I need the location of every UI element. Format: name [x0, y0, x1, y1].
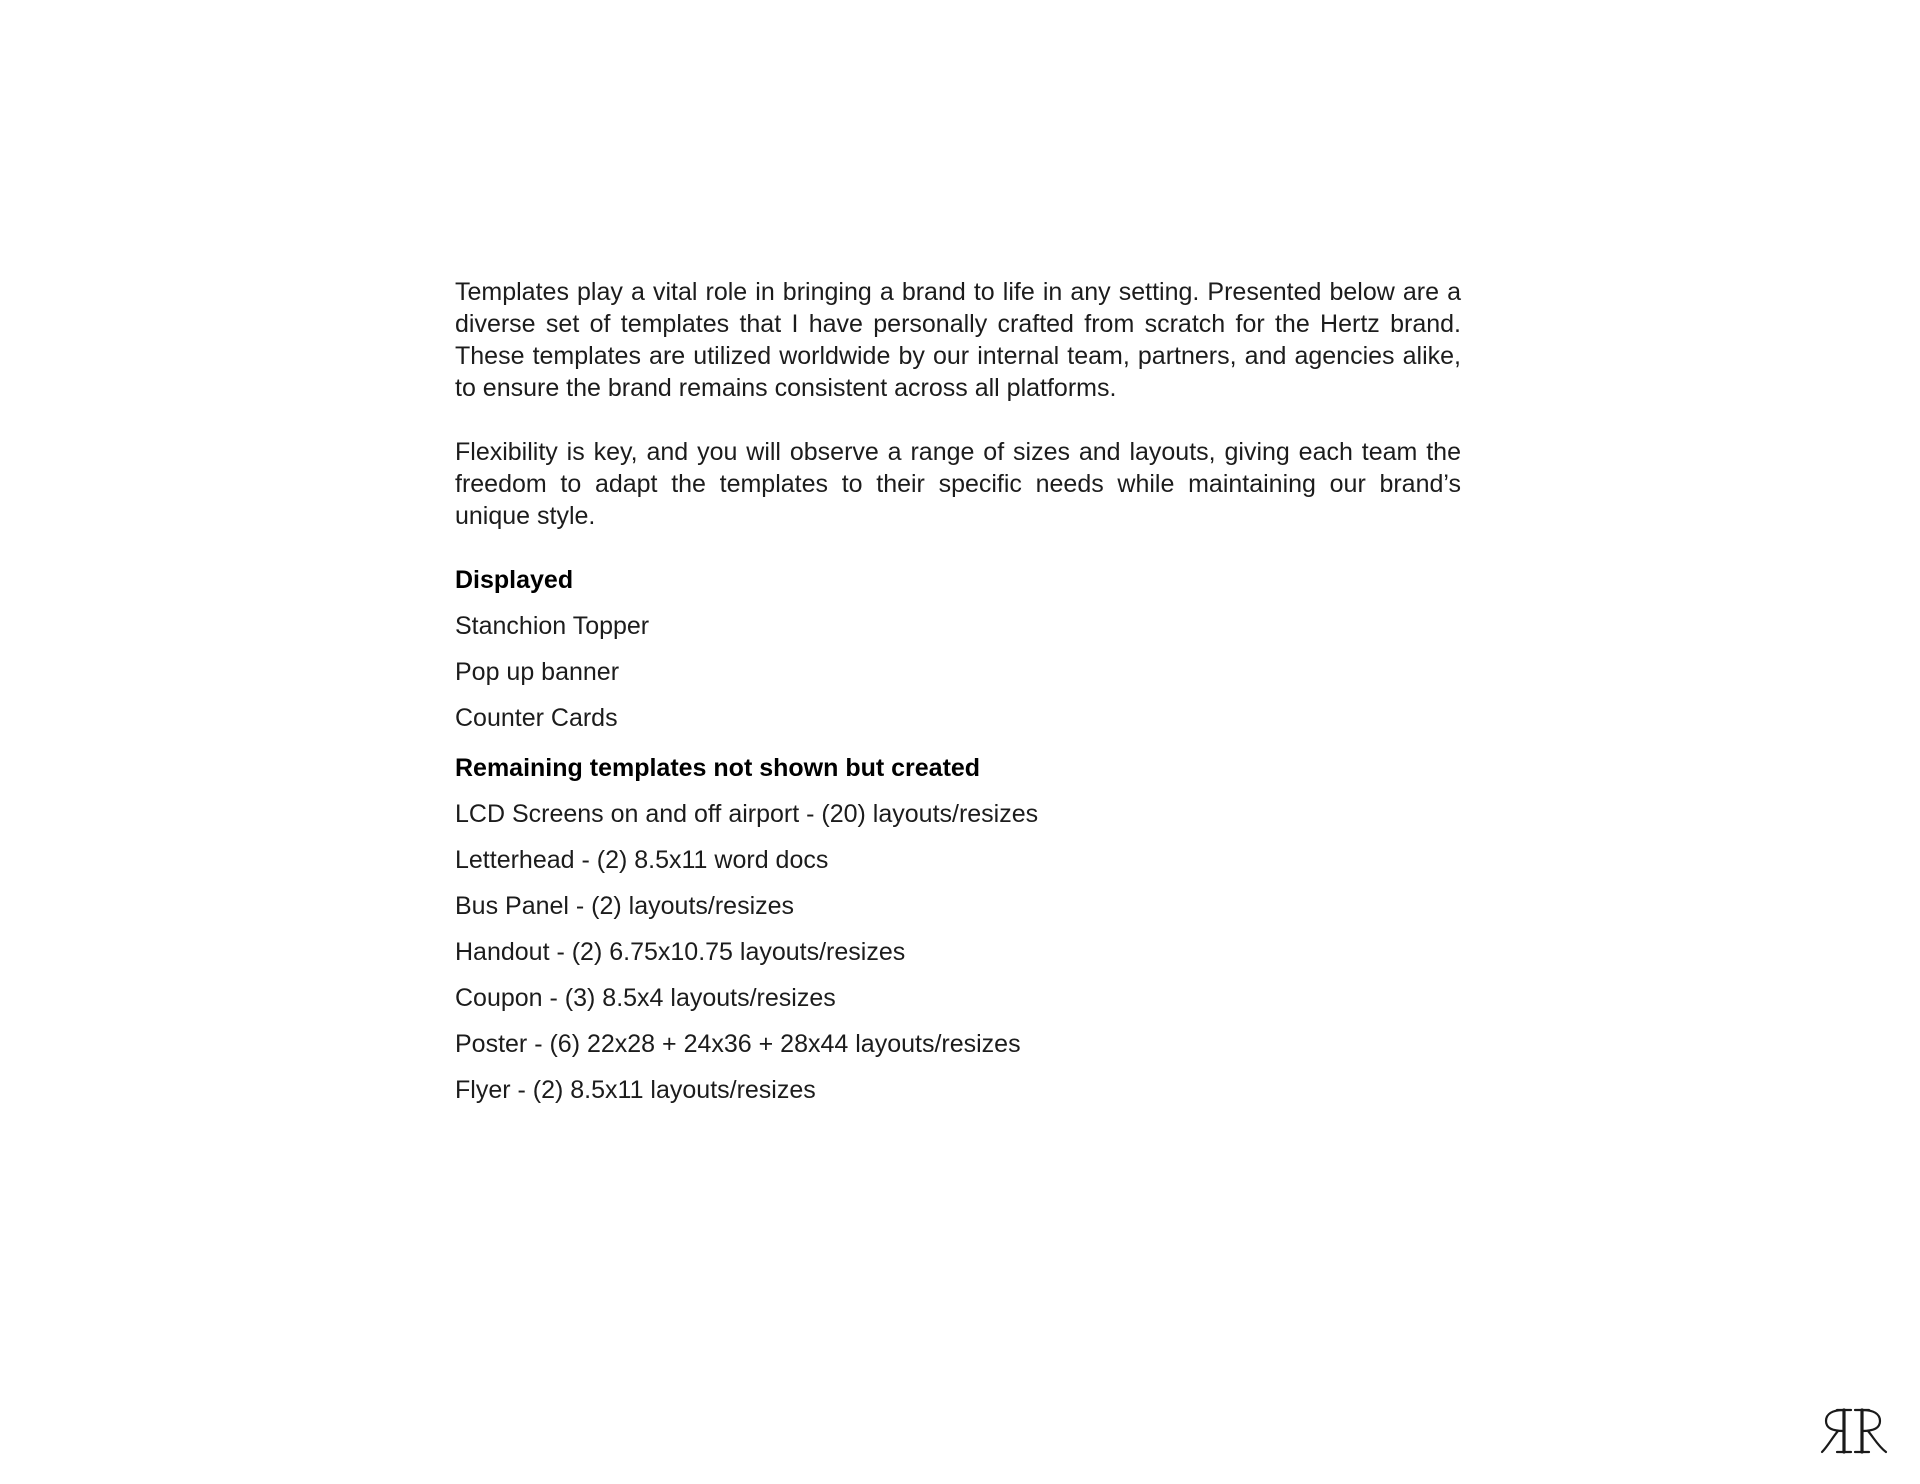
list-item-poster: Poster - (6) 22x28 + 24x36 + 28x44 layouts/resizes [455, 1030, 1021, 1058]
list-item-letterhead: Letterhead - (2) 8.5x11 word docs [455, 846, 829, 874]
list-item-stanchion-topper: Stanchion Topper [455, 612, 650, 640]
displayed-list [455, 610, 1461, 734]
list-item-counter-cards: Counter Cards [455, 704, 618, 732]
remaining-heading: Remaining templates not shown but created [455, 754, 981, 782]
remaining-list [455, 798, 1461, 1106]
list-item-lcd-screens: LCD Screens on and off airport - (20) layouts/resizes [455, 800, 1039, 828]
list-item-handout: Handout - (2) 6.75x10.75 layouts/resizes [455, 938, 906, 966]
document-body [455, 276, 1461, 1106]
list-item-coupon: Coupon - (3) 8.5x4 layouts/resizes [455, 984, 836, 1012]
rr-monogram-logo-icon [1818, 1404, 1890, 1460]
displayed-heading: Displayed [455, 566, 574, 594]
intro-paragraph-templates: Templates play a vital role in bringing a brand to life in any setting. Presented below are a diverse set of templates that I have personally crafted from scratch for the Hertz brand. These templates are utilized worldwide by our internal team, partners, and agencies alike, to ensure the brand remains consistent across all platforms. [455, 278, 1461, 402]
list-item-bus-panel: Bus Panel - (2) layouts/resizes [455, 892, 795, 920]
list-item-pop-up-banner: Pop up banner [455, 658, 620, 686]
list-item-flyer: Flyer - (2) 8.5x11 layouts/resizes [455, 1076, 816, 1104]
intro-paragraph-flexibility: Flexibility is key, and you will observe a range of sizes and layouts, giving each team the freedom to adapt the templates to their specific needs while maintaining our brand’s unique style. [455, 438, 1461, 530]
